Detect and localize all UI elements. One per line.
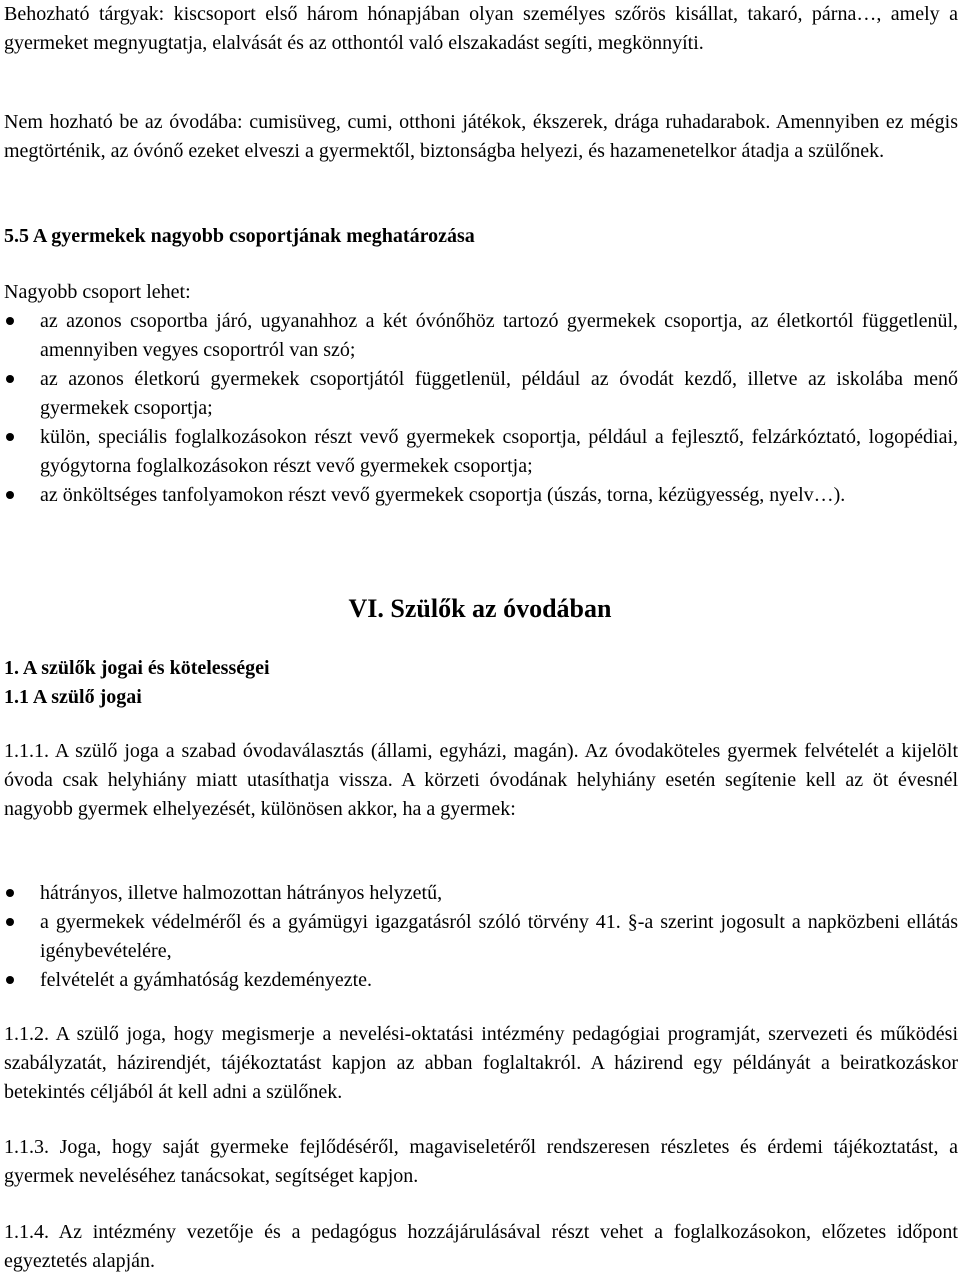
paragraph-1-1-2: 1.1.2. A szülő joga, hogy megismerje a nevelési-oktatási intézmény pedagógiai programját, szervezeti és működési szabályzatát, házirendjét, tájékoztatást kapjon az abban foglaltakról. A házirend egy példányát a beiratkozáskor betekintés céljából át kell adni a szülőnek. (4, 1023, 958, 1103)
list-item: felvételét a gyámhatóság kezdeményezte. (40, 969, 373, 991)
list-item: hátrányos, illetve halmozottan hátrányos helyzetű, (40, 882, 443, 904)
paragraph-1-1-1: 1.1.1. A szülő joga a szabad óvodaválasztás (állami, egyházi, magán). Az óvodaköteles gyermek felvételét a kijelölt óvoda csak helyhiány miatt utasíthatja vissza. A körzeti óvodának helyhiány esetén segítenie kell az öt évesnél nagyobb gyermek elhelyezését, különösen akkor, ha a gyermek: (4, 740, 958, 820)
list-item: az azonos életkorú gyermekek csoportjától függetlenül, például az óvodát kezdő, illetve az iskolába menő gyermekek csoportja; (40, 368, 958, 419)
list-item: a gyermekek védelméről és a gyámügyi igazgatásról szóló törvény 41. §-a szerint jogosult a napközbeni ellátás igénybevételére, (40, 911, 958, 962)
section-5-5-heading: 5.5 A gyermekek nagyobb csoportjának meghatározása (4, 225, 475, 247)
parent-rights-subheading: 1.1 A szülő jogai (4, 686, 142, 708)
group-types-list (4, 307, 958, 510)
paragraph-1-1-3: 1.1.3. Joga, hogy saját gyermeke fejlődéséről, magaviseletéről rendszeresen részletes és érdemi tájékoztatást, a gyermek neveléséhez tanácsokat, segítséget kapjon. (4, 1136, 958, 1187)
rights-heading: 1. A szülők jogai és kötelességei (4, 657, 270, 679)
chapter-title: VI. Szülők az óvodában (348, 594, 612, 623)
paragraph-1-1-4: 1.1.4. Az intézmény vezetője és a pedagógus hozzájárulásával részt vehet a foglalkozásokon, előzetes időpont egyeztetés alapján. (4, 1221, 958, 1272)
section-5-5-lead: Nagyobb csoport lehet: (4, 281, 191, 303)
intro-paragraph-items: Behozható tárgyak: kiscsoport első három hónapjában olyan személyes szőrös kisállat, takaró, párna…, amely a gyermeket megnyugtatja, elalvását és az otthontól való elszakadást segíti, megkönnyíti. (4, 3, 958, 54)
list-item: az önköltséges tanfolyamokon részt vevő gyermekek csoportja (úszás, torna, kézügyesség, nyelv…). (40, 484, 846, 506)
list-item: az azonos csoportba járó, ugyanahhoz a két óvónőhöz tartozó gyermekek csoportja, az életkortól függetlenül, amennyiben vegyes csoportról van szó; (40, 310, 958, 361)
intro-paragraph-not-allowed: Nem hozható be az óvodába: cumisüveg, cumi, otthoni játékok, ékszerek, drága ruhadarabok. Amennyiben ez mégis megtörténik, az óvónő ezeket elveszi a gyermektől, biztonságba helyezi, és hazamenetelkor átadja a szülőnek. (4, 111, 958, 162)
child-conditions-list (4, 879, 958, 995)
list-item: külön, speciális foglalkozásokon részt vevő gyermekek csoportja, például a fejlesztő, felzárkóztató, logopédiai, gyógytorna foglalkozásokon részt vevő gyermekek csoportja; (40, 426, 958, 477)
